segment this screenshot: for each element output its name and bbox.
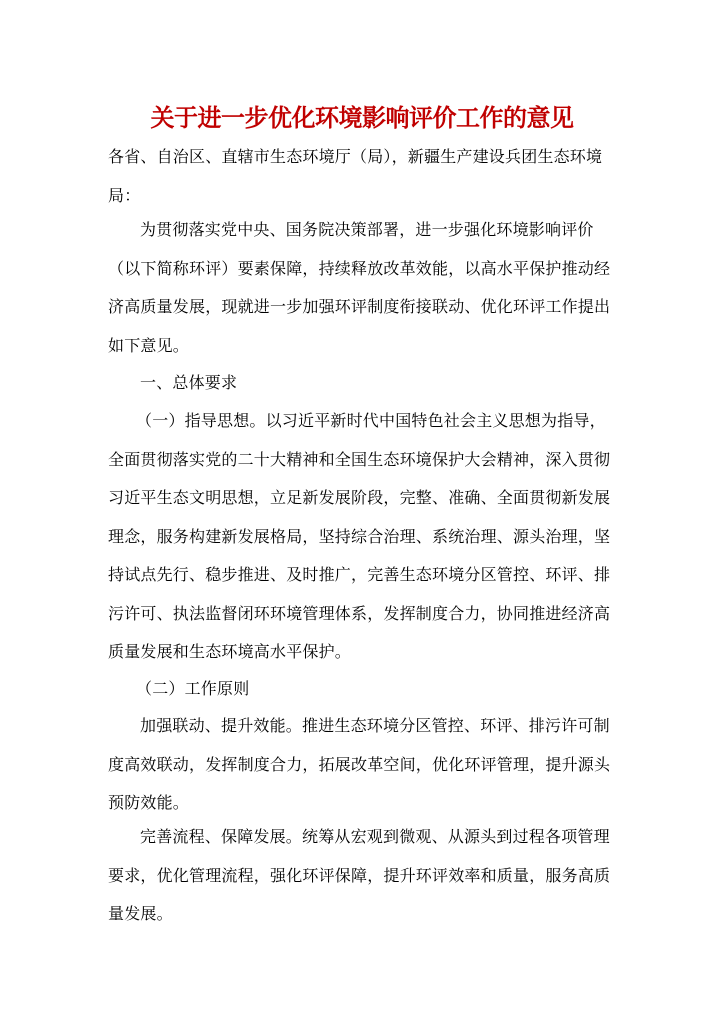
subsection-1-paragraph: （一）指导思想。以习近平新时代中国特色社会主义思想为指导，全面贯彻落实党的二十大精神和全国生态环境保护大会精神，深入贯彻习近平生态文明思想，立足新发展阶段，完整、准确、全面贯彻新发展理念，服务构建新发展格局，坚持综合治理、系统治理、源头治理，坚持试点先行、稳步推进、及时推广，完善生态环境分区管控、环评、排污许可、执法监督闭环环境管理体系，发挥制度合力，协同推进经济高质量发展和生态环境高水平保护。 (108, 411, 611, 661)
subsection-2-heading: （二）工作原则 (136, 679, 250, 698)
document-title: 关于进一步优化环境影响评价工作的意见 (150, 104, 574, 132)
salutation: 各省、自治区、直辖市生态环境厅（局），新疆生产建设兵团生态环境局： (108, 147, 603, 205)
principle-1-paragraph: 加强联动、提升效能。推进生态环境分区管控、环评、排污许可制度高效联动，发挥制度合力，拓展改革空间，优化环评管理，提升源头预防效能。 (108, 716, 611, 812)
section-1-heading: 一、总体要求 (140, 373, 238, 392)
intro-paragraph: 为贯彻落实党中央、国务院决策部署，进一步强化环境影响评价（以下简称环评）要素保障，持续释放改革效能，以高水平保护推动经济高质量发展，现就进一步加强环评制度衔接联动、优化环评工作提出如下意见。 (108, 220, 611, 355)
principle-2-paragraph: 完善流程、保障发展。统筹从宏观到微观、从源头到过程各项管理要求，优化管理流程，强化环评保障，提升环评效率和质量，服务高质量发展。 (108, 827, 611, 923)
